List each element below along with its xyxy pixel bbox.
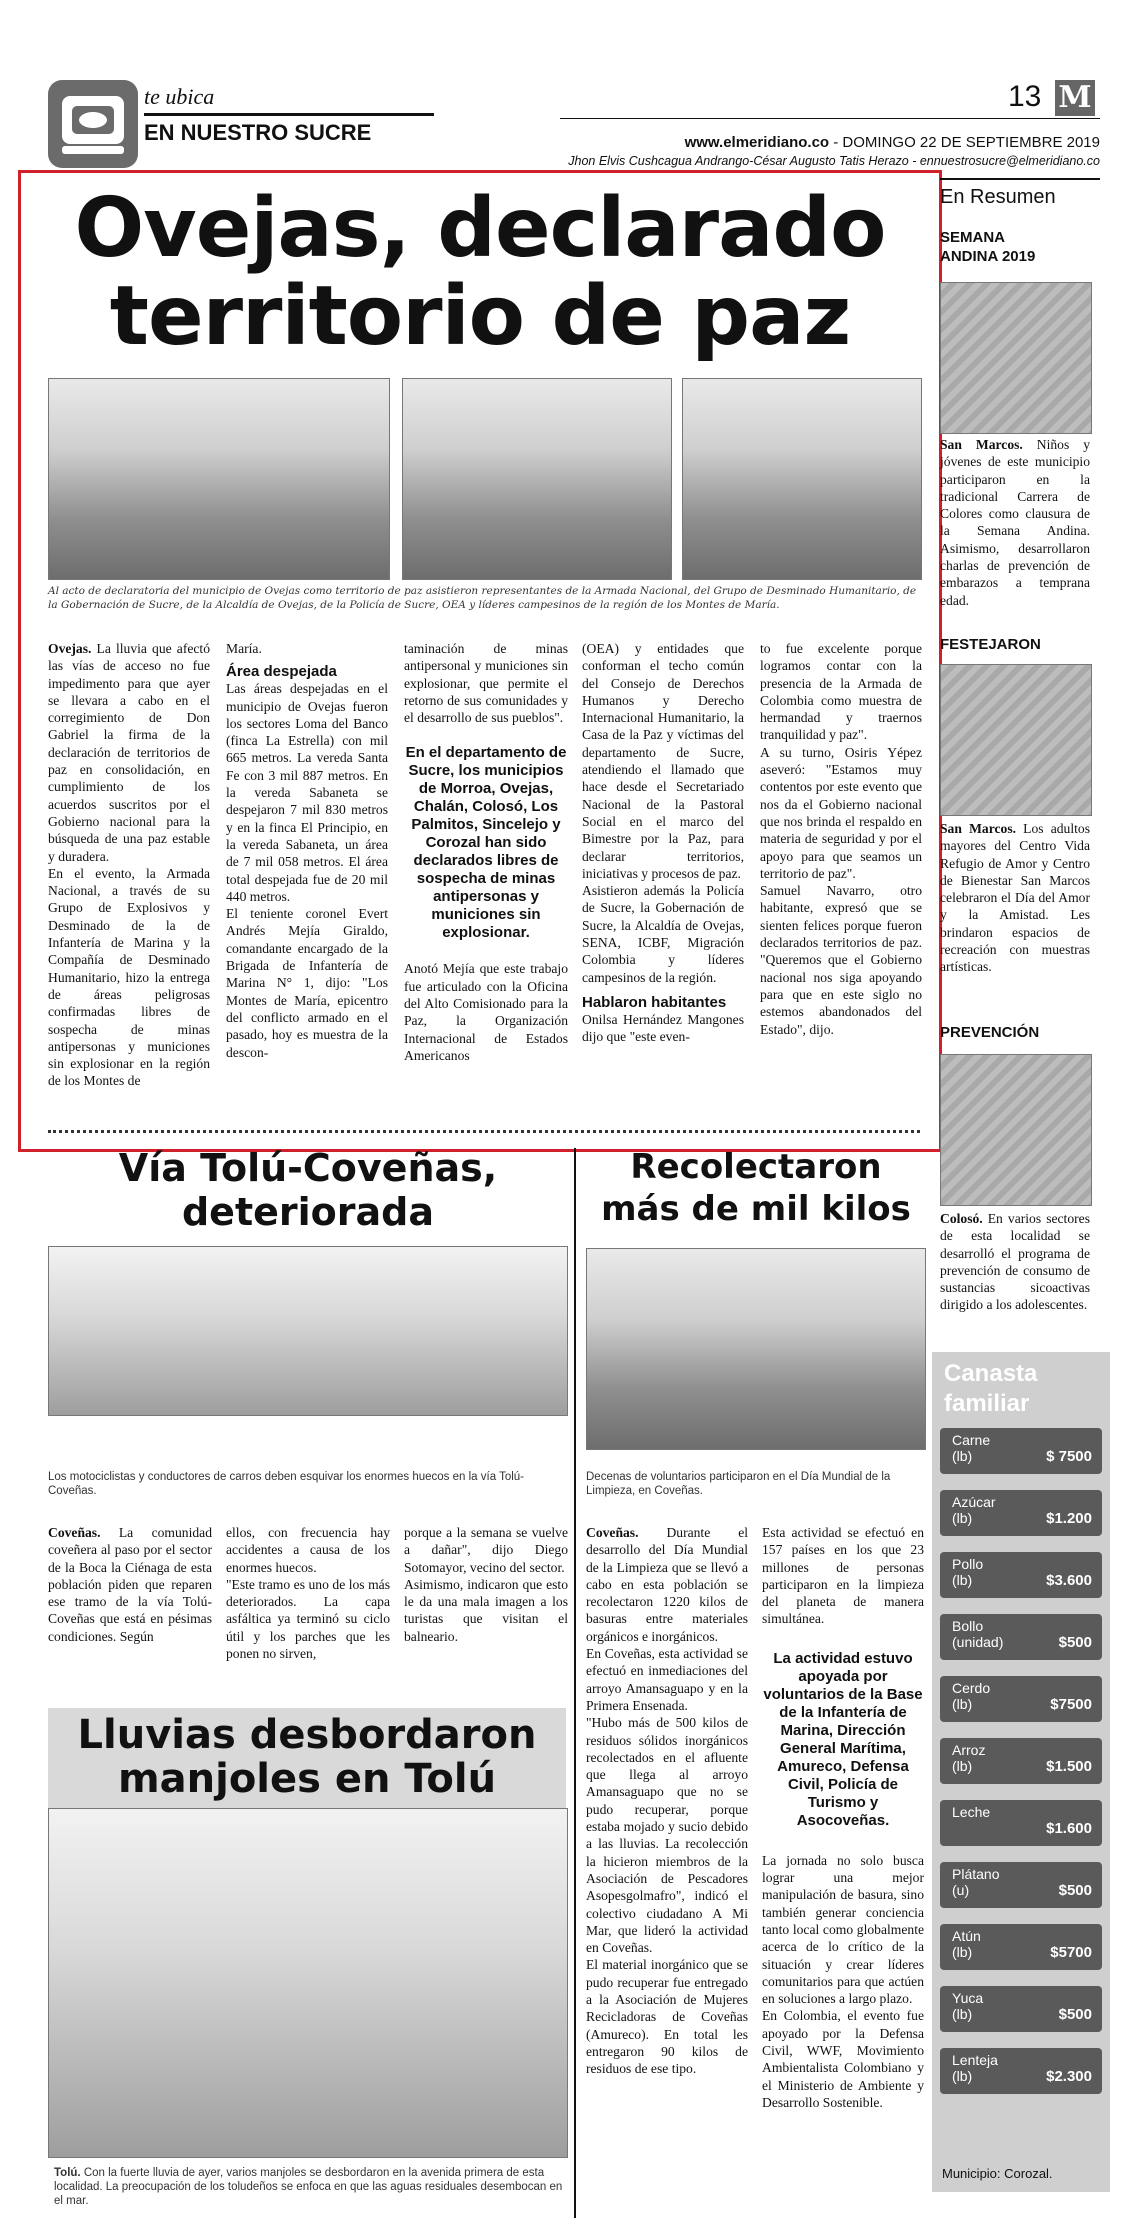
canasta-item [940, 1676, 1102, 1722]
newspaper-logo: M [1055, 80, 1095, 116]
sidebar-s1-text [940, 436, 1090, 609]
sidebar-s3-lead: Colosó. [940, 1211, 983, 1226]
main-col2-text: Las áreas despejadas en el municipio de Ovejas fueron los sectores Loma del Banco (finca La Estrella) con mil 665 metros. La vereda Santa Fe con 3 mil 887 metros. En la vereda Sabaneta se despejaron 7 mil 830 metros y en la finca El Principio, en la vereda Sabaneta, un área de 7 mil 058 metros. El área total despejada fue de 20 mil 440 metros. El teniente coronel Evert Andrés Mejía Giraldo, comandante encargado de la Brigada de Infantería de Marina N° 1, dijo: "Los Montes de María, epicentro del conflicto armado en el pasado, hoy es muestra de la descon- [226, 681, 388, 1060]
canasta-item-name: Bollo (unidad) [952, 1618, 1004, 1650]
canasta-item [940, 1738, 1102, 1784]
main-col4-text: (OEA) y entidades que conforman el techo común del Consejo de Derechos Humanos y Derecho Internacional Humanitario, la Casa de la Paz y víctimas del departamento de Sucre, atendiendo el llamado que hace desde el Secretariado Nacional de la Pastoral Social en el marco del Bimestre por la Paz, para declarar territorios, iniciativas y procesos de paz. Asistieron además la Policía de Sucre, la Gobernación de Sucre, la Alcaldía de Ovejas, SENA, ICBF, Migración Colombia y líderes campesinos de la región. [582, 641, 744, 985]
main-photo-1 [48, 378, 390, 580]
story4-headline-2: manjoles en Tolú [117, 1756, 497, 1802]
story3-photo [586, 1248, 926, 1450]
sidebar-s3-head: PREVENCIÓN [940, 1024, 1040, 1041]
canasta-item [940, 1552, 1102, 1598]
canasta-item-name: Atún (lb) [952, 1928, 981, 1960]
story2-headline-1: Vía Tolú-Coveñas, [118, 1146, 498, 1190]
main-story-divider [48, 1130, 920, 1133]
main-col-1 [48, 640, 210, 1130]
canasta-item-price: $500 [1058, 1882, 1092, 1899]
canasta-item-name: Azúcar (lb) [952, 1494, 996, 1526]
canasta-title-2: familiar [944, 1390, 1030, 1417]
sidebar-s1-head: SEMANA ANDINA 2019 [940, 229, 1036, 265]
sidebar-photo-2 [940, 664, 1092, 816]
canasta-item [940, 1490, 1102, 1536]
story4-photo [48, 1808, 568, 2158]
story2-col-2: ellos, con frecuencia hay accidentes a causa de los enormes huecos. "Este tramo es uno de los más deteriorados. La capa asfáltica ya terminó su ciclo útil y los parches que les ponen no sirven, [226, 1525, 390, 1662]
sidebar-photo-1 [940, 282, 1092, 434]
story3-headline-2: más de mil kilos [601, 1189, 911, 1229]
story4-lead: Tolú. [54, 2167, 81, 2179]
canasta-item-name: Arroz (lb) [952, 1742, 986, 1774]
page-number: 13 [1008, 80, 1042, 113]
canasta-item [940, 1986, 1102, 2032]
sidebar-s3-body: En varios sectores de esta localidad se desarrolló el programa de prevención de consumo de sustancias sicoactivas dirigido a los adolescentes. [940, 1211, 1090, 1313]
canasta-item-price: $500 [1058, 1634, 1092, 1651]
vertical-divider [574, 1148, 576, 2218]
section-logo-icon [48, 80, 138, 168]
canasta-item [940, 1428, 1102, 1474]
story3-col1-text: Durante el desarrollo del Día Mundial de la Limpieza que se llevó a cabo en esta población se recolectaron 1220 kilos de basuras entre materiales orgánicos e inorgánicos. En Coveñas, esta actividad se efectuó en inmediaciones del arroyo Amansaguapo y en la Primera Ensenada. "Hubo más de 500 kilos de residuos sólidos inorgánicos recolectados en el afluente que llega al arroyo Amansaguapo que no se pudo recuperar, porque estaba mojado y sucio debido a las lluvias. La recolección la hicieron miembros de la Asociación de Pescadores Asopesgolmafro", indicó el colectivo ciudadano A Mi Mar, que lideró la actividad en Coveñas. El material inorgánico que se pudo recuperar fue entregado a la Asociación de Mujeres Recicladoras de Coveñas (Amureco). En total les entregaron 90 kilos de residuos de ese tipo. [586, 1525, 748, 2077]
sidebar-s1-body: Niños y jóvenes de este municipio participaron en la tradicional Carrera de Colores como clausura de la Semana Andina. Asimismo, desarrollaron charlas de prevención de embarazos a temprana edad. [940, 437, 1090, 608]
canasta-item-price: $ 7500 [1046, 1448, 1092, 1465]
sidebar-photo-3 [940, 1054, 1092, 1206]
sidebar-s3-text [940, 1210, 1090, 1314]
story2-headline-2: deteriorada [181, 1190, 434, 1234]
main-caption: Al acto de declaratoria del municipio de Ovejas como territorio de paz asistieron representantes de la Armada Nacional, del Grupo de Desminado Humanitario, de la Gobernación de Sucre, de la Alcaldía de Ovejas, de la Policía de Sucre, OEA y líderes campesinos de la región de los Montes de María. [48, 585, 917, 611]
canasta-item-price: $500 [1058, 2006, 1092, 2023]
main-col3-top: taminación de minas antipersonal y municiones sin explosionar, que permite el retorno de sus comunidades y el desarrollo de sus pueblos". [404, 641, 568, 726]
canasta-item-name: Yuca (lb) [952, 1990, 984, 2022]
main-col2-top: María. [226, 641, 262, 656]
canasta-item-price: $7500 [1050, 1696, 1092, 1713]
canasta-item-name: Leche [952, 1804, 991, 1820]
canasta-item [940, 1924, 1102, 1970]
canasta-item [940, 1614, 1102, 1660]
main-col4-subhead: Hablaron habitantes [582, 993, 727, 1011]
story4-caption-text: Con la fuerte lluvia de ayer, varios manjoles se desbordaron en la avenida primera de esta localidad. La preocupación de los toludeños se enfoca en que las aguas residuales desembocan en el mar. [54, 2167, 563, 2207]
site-date [560, 134, 1100, 151]
main-col-4 [582, 640, 744, 1046]
canasta-item-name: Cerdo (lb) [952, 1680, 991, 1712]
story3-col-2 [762, 1524, 924, 2111]
story2-lead: Coveñas. [48, 1525, 101, 1540]
story3-caption: Decenas de voluntarios participaron en el Día Mundial de la Limpieza, en Coveñas. [586, 1471, 891, 1497]
main-col-5: to fue excelente porque logramos contar con la presencia de la Armada de Colombia como muestra de hermandad y traernos tranquilidad y paz". A su turno, Osiris Yépez aseveró: "Estamos muy contentos por este evento que nos da el Gobierno nacional que nos brinda el respaldo en materia de seguridad y por el apoyo para que seamos un territorio de paz". Samuel Navarro, otro habitante, expresó que se sienten felices porque fueron declarados territorios de paz. "Queremos que el Gobierno nacional nos siga apoyando para que en este siglo no estemos abandonados del Estado", dijo. [760, 641, 922, 1037]
story3-col-1 [586, 1524, 748, 2078]
sidebar-s2-body: Los adultos mayores del Centro Vida Refugio de Amor y Centro de Bienestar San Marcos celebraron el Día del Amor y la Amistad. Les brindaron espacios de recreación con muestras artísticas. [940, 821, 1090, 975]
canasta-item-name: Pollo (lb) [952, 1556, 984, 1588]
main-headline-line1: Ovejas, declarado [74, 181, 886, 276]
sidebar-s1-lead: San Marcos. [940, 437, 1023, 452]
story2-col-3: porque a la semana se vuelve a dañar", dijo Diego Sotomayor, vecino del sector. Asimismo, indicaron que esto le da una mala imagen a los turistas que visitan el balneario. [404, 1525, 568, 1644]
canasta-item [940, 2048, 1102, 2094]
canasta-item-price: $2.300 [1046, 2068, 1092, 2085]
sidebar-s2-lead: San Marcos. [940, 821, 1017, 836]
section-kicker: te ubica [144, 84, 215, 109]
story2-caption: Los motociclistas y conductores de carros deben esquivar los enormes huecos en la vía Tolú-Coveñas. [48, 1471, 525, 1497]
header-rule [144, 113, 434, 116]
main-col1-lead: Ovejas. [48, 641, 92, 656]
story3-lead: Coveñas. [586, 1525, 639, 1540]
canasta-item-name: Lenteja (lb) [952, 2052, 998, 2084]
main-col3-bottom: Anotó Mejía que este trabajo fue articulado con la Oficina del Alto Comisionado para la Paz, la Organización Internacional de Estados Americanos [404, 961, 568, 1063]
canasta-footer: Municipio: Corozal. [942, 2166, 1053, 2181]
canasta-item-price: $1.200 [1046, 1510, 1092, 1527]
main-photo-2 [402, 378, 672, 580]
canasta-item-price: $5700 [1050, 1944, 1092, 1961]
main-col4-bottom: Onilsa Hernández Mangones dijo que "este even- [582, 1011, 744, 1045]
canasta-item-price: $3.600 [1046, 1572, 1092, 1589]
story3-col2-bottom: La jornada no solo busca lograr una mejor manipulación de basura, sino también generar conciencia tanto local como globalmente acerca de lo crítico de la situación y crear líderes comunitarios para que actúen en soluciones a largo plazo. En Colombia, el evento fue apoyado por la Defensa Civil, WWF, Movimiento Ambientalista Colombiano y el Ministerio de Ambiente y Desarrollo Sostenible. [762, 1852, 924, 2110]
story2-photo [48, 1246, 568, 1416]
date-text: - DOMINGO 22 DE SEPTIEMBRE 2019 [829, 134, 1100, 151]
story2-col-1 [48, 1524, 212, 1645]
canasta-item-price: $1.600 [1046, 1820, 1092, 1837]
main-pullquote: En el departamento de Sucre, los municipios de Morroa, Ovejas, Chalán, Colosó, Los Palmitos, Sincelejo y Corozal han sido declarados libres de sospecha de minas antipersonas y municiones sin explosionar. [405, 744, 567, 942]
canasta-item-name: Carne (lb) [952, 1432, 991, 1464]
sidebar-s2-head: FESTEJARON [940, 636, 1041, 653]
main-headline-line2: territorio de paz [109, 269, 851, 364]
authors-line: Jhon Elvis Cushcagua Andrango-César Augusto Tatis Herazo - ennuestrosucre@elmeridiano.co [568, 154, 1100, 168]
story2-col1-text: La comunidad coveñera al paso por el sector de la Boca la Ciénaga de esta población piden que reparen ese tramo de la vía Tolú-Coveñas que está en pésimas condiciones. Según [48, 1525, 212, 1644]
main-photo-3 [682, 378, 922, 580]
sidebar-rule [940, 178, 1100, 180]
canasta-title-1: Canasta [944, 1360, 1038, 1387]
story3-headline-1: Recolectaron [630, 1147, 882, 1187]
sidebar-title: En Resumen [940, 186, 1056, 208]
story3-col2-top: Esta actividad se efectuó en 157 países en los que 23 millones de personas participaron en la limpieza del planeta de manera simultánea. [762, 1525, 924, 1627]
story3-pullquote: La actividad estuvo apoyada por voluntarios de la Base de la Infantería de Marina, Dirección General Marítima, Amureco, Defensa Civil, Policía de Turismo y Asocoveñas. [763, 1649, 923, 1829]
sidebar-s2-text [940, 820, 1090, 976]
canasta-item [940, 1862, 1102, 1908]
site-url: www.elmeridiano.co [684, 134, 830, 151]
canasta-item-name: Plátano (u) [952, 1866, 1000, 1898]
main-col-3 [404, 640, 568, 1064]
canasta-item [940, 1800, 1102, 1846]
section-title: EN NUESTRO SUCRE [144, 120, 372, 145]
story4-headline-1: Lluvias desbordaron [77, 1712, 537, 1758]
main-col-2 [226, 640, 388, 1061]
story4-caption [54, 2166, 564, 2208]
main-col2-subhead: Área despejada [226, 663, 337, 681]
header-line [560, 118, 1100, 119]
main-col1-text: La lluvia que afectó las vías de acceso no fue impedimento para que ayer se llevara a cabo en el corregimiento de Don Gabriel la firma de la declaración de territorios de paz en consolidación, en cumplimiento de los acuerdos suscritos por el Gobierno nacional para la búsqueda de una paz estable y duradera. En el evento, la Armada Nacional, a través de su Grupo de Explosivos y Desminado de la de Infantería de Marina y la Compañía de Desminado Humanitario, hizo la entrega de áreas peligrosas confirmadas libres de sospecha de minas antipersonas y municiones sin explosionar en la región de los Montes de [48, 641, 210, 1089]
canasta-item-price: $1.500 [1046, 1758, 1092, 1775]
